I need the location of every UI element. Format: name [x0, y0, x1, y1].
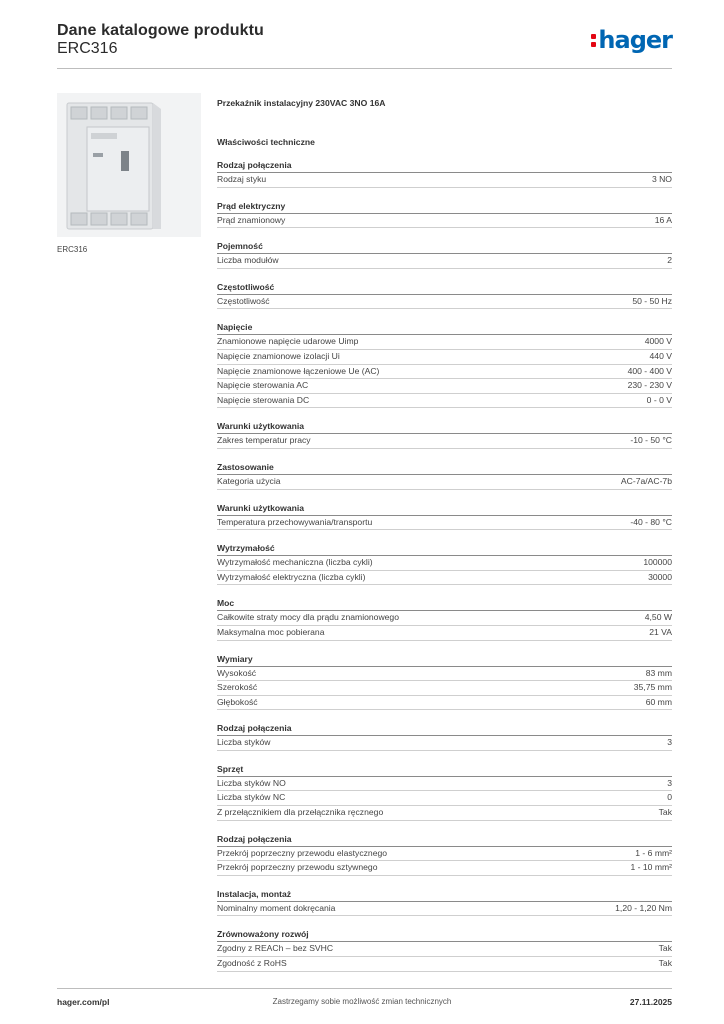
- spec-group-gap: [217, 641, 672, 653]
- spec-row: [217, 902, 672, 917]
- spec-group: [217, 321, 672, 408]
- spec-group: [217, 200, 672, 229]
- spec-group: [217, 928, 672, 971]
- spec-label: Znamionowe napięcie udarowe Uimp: [217, 336, 359, 347]
- spec-value: 0 - 0 V: [646, 394, 672, 405]
- spec-group-title: Moc: [217, 597, 672, 611]
- spec-value: 21 VA: [649, 626, 672, 637]
- spec-row: [217, 556, 672, 571]
- spec-label: Napięcie sterowania AC: [217, 380, 309, 391]
- spec-group-gap: [217, 449, 672, 461]
- spec-label: Z przełącznikiem dla przełącznika ręcznego: [217, 807, 384, 818]
- spec-group-gap: [217, 821, 672, 833]
- spec-group-title: Sprzęt: [217, 763, 672, 777]
- spec-group: [217, 763, 672, 821]
- spec-group-title: Prąd elektryczny: [217, 200, 672, 214]
- spec-value: -40 - 80 °C: [630, 516, 672, 527]
- spec-group: [217, 542, 672, 585]
- spec-row: [217, 516, 672, 531]
- footer-website: hager.com/pl: [57, 997, 110, 1007]
- spec-group-title: Wymiary: [217, 653, 672, 667]
- header-divider: [57, 68, 672, 69]
- spec-row: [217, 626, 672, 641]
- spec-label: Liczba modułów: [217, 255, 279, 266]
- spec-value: 3: [667, 737, 672, 748]
- spec-group-gap: [217, 188, 672, 200]
- spec-group-title: Warunki użytkowania: [217, 502, 672, 516]
- spec-row: [217, 173, 672, 188]
- spec-label: Kategoria użycia: [217, 475, 281, 486]
- spec-group: [217, 888, 672, 917]
- spec-label: Przekrój poprzeczny przewodu elastycznego: [217, 847, 388, 858]
- spec-row: [217, 861, 672, 876]
- spec-label: Głębokość: [217, 696, 258, 707]
- footer-date: 27.11.2025: [629, 997, 672, 1007]
- spec-row: [217, 254, 672, 269]
- spec-value: Tak: [658, 807, 672, 818]
- spec-row: [217, 335, 672, 350]
- spec-label: Całkowite straty mocy dla prądu znamionowego: [217, 612, 399, 623]
- product-image-caption: ERC316: [57, 245, 88, 254]
- spec-group-title: Zastosowanie: [217, 461, 672, 475]
- spec-value: 1 - 6 mm²: [635, 847, 672, 858]
- spec-group: [217, 159, 672, 188]
- logo-dots-icon: [591, 34, 596, 47]
- spec-group: [217, 653, 672, 711]
- footer-disclaimer: Zastrzegamy sobie możliwość zmian technicznych: [272, 997, 452, 1006]
- spec-row: [217, 379, 672, 394]
- spec-row: [217, 806, 672, 821]
- spec-row: [217, 942, 672, 957]
- spec-label: Zgodny z REACh – bez SVHC: [217, 943, 334, 954]
- spec-row: [217, 350, 672, 365]
- spec-group: [217, 240, 672, 269]
- spec-value: 4000 V: [644, 336, 672, 347]
- spec-label: Zgodność z RoHS: [217, 958, 287, 969]
- spec-value: 60 mm: [645, 696, 672, 707]
- spec-group-title: Rodzaj połączenia: [217, 833, 672, 847]
- spec-label: Wysokość: [217, 667, 257, 678]
- spec-row: [217, 394, 672, 409]
- spec-group-title: Pojemność: [217, 240, 672, 254]
- spec-group: [217, 833, 672, 876]
- product-code: ERC316: [57, 40, 118, 57]
- spec-row: [217, 681, 672, 696]
- product-name: Przekaźnik instalacyjny 230VAC 3NO 16A: [217, 98, 386, 108]
- spec-group: [217, 281, 672, 310]
- spec-group-gap: [217, 228, 672, 240]
- spec-row: [217, 667, 672, 682]
- spec-value: 1,20 - 1,20 Nm: [615, 902, 672, 913]
- spec-label: Liczba styków: [217, 737, 271, 748]
- spec-group-gap: [217, 710, 672, 722]
- spec-value: Tak: [658, 958, 672, 969]
- spec-row: [217, 696, 672, 711]
- spec-group-gap: [217, 269, 672, 281]
- spec-label: Prąd znamionowy: [217, 214, 286, 225]
- spec-row: [217, 434, 672, 449]
- spec-group-title: Wytrzymałość: [217, 542, 672, 556]
- spec-label: Rodzaj styku: [217, 174, 267, 184]
- spec-value: 2: [667, 255, 672, 266]
- spec-value: 16 A: [654, 214, 672, 225]
- spec-value: 50 - 50 Hz: [632, 295, 672, 306]
- spec-row: [217, 295, 672, 310]
- spec-value: 35,75 mm: [633, 682, 672, 693]
- spec-value: 30000: [648, 571, 672, 582]
- spec-label: Wytrzymałość mechaniczna (liczba cykli): [217, 557, 373, 568]
- spec-group-gap: [217, 530, 672, 542]
- spec-group: [217, 420, 672, 449]
- spec-row: [217, 475, 672, 490]
- spec-group-gap: [217, 751, 672, 763]
- spec-group: [217, 722, 672, 751]
- spec-value: -10 - 50 °C: [630, 435, 672, 446]
- spec-value: 3 NO: [651, 174, 672, 184]
- spec-label: Maksymalna moc pobierana: [217, 626, 325, 637]
- spec-row: [217, 791, 672, 806]
- spec-group-title: Instalacja, montaż: [217, 888, 672, 902]
- spec-group-title: Zrównoważony rozwój: [217, 928, 672, 942]
- page-title: Dane katalogowe produktu: [57, 22, 264, 39]
- spec-label: Napięcie znamionowe izolacji Ui: [217, 350, 340, 361]
- spec-group-title: Warunki użytkowania: [217, 420, 672, 434]
- spec-group-title: Rodzaj połączenia: [217, 159, 672, 173]
- spec-group-title: Rodzaj połączenia: [217, 722, 672, 736]
- spec-group-gap: [217, 490, 672, 502]
- spec-value: 4,50 W: [644, 612, 672, 623]
- spec-label: Wytrzymałość elektryczna (liczba cykli): [217, 571, 366, 582]
- spec-group-gap: [217, 876, 672, 888]
- spec-label: Zakres temperatur pracy: [217, 435, 311, 446]
- spec-row: [217, 571, 672, 586]
- spec-value: 1 - 10 mm²: [630, 862, 672, 873]
- spec-group-gap: [217, 309, 672, 321]
- spec-group: [217, 502, 672, 531]
- spec-row: [217, 214, 672, 229]
- hager-logo: [591, 28, 672, 52]
- spec-label: Nominalny moment dokręcania: [217, 902, 336, 913]
- spec-row: [217, 611, 672, 626]
- spec-label: Szerokość: [217, 682, 258, 693]
- product-image: [57, 93, 201, 237]
- spec-label: Liczba styków NO: [217, 777, 286, 788]
- spec-row: [217, 957, 672, 972]
- spec-group: [217, 597, 672, 640]
- spec-group: [217, 461, 672, 490]
- spec-label: Przekrój poprzeczny przewodu sztywnego: [217, 862, 378, 873]
- spec-sheet: [217, 96, 672, 972]
- spec-value: 83 mm: [645, 667, 672, 678]
- spec-label: Napięcie sterowania DC: [217, 394, 310, 405]
- spec-value: 400 - 400 V: [627, 365, 672, 376]
- spec-value: Tak: [658, 943, 672, 954]
- spec-groups: [217, 159, 672, 972]
- footer-divider: [57, 988, 672, 989]
- spec-value: 3: [667, 777, 672, 788]
- spec-row: [217, 847, 672, 862]
- spec-label: Napięcie znamionowe łączeniowe Ue (AC): [217, 365, 380, 376]
- spec-group-title: Napięcie: [217, 321, 672, 335]
- spec-value: 0: [667, 792, 672, 803]
- spec-row: [217, 736, 672, 751]
- spec-label: Temperatura przechowywania/transportu: [217, 516, 373, 527]
- spec-value: 100000: [643, 557, 672, 568]
- tech-properties-heading: Właściwości techniczne: [217, 137, 315, 147]
- spec-label: Liczba styków NC: [217, 792, 286, 803]
- spec-row: [217, 365, 672, 380]
- logo-text: hager: [598, 26, 672, 54]
- spec-value: 230 - 230 V: [627, 380, 672, 391]
- spec-value: AC-7a/AC-7b: [620, 475, 672, 486]
- spec-group-title: Częstotliwość: [217, 281, 672, 295]
- spec-group-gap: [217, 408, 672, 420]
- spec-group-gap: [217, 585, 672, 597]
- spec-group-gap: [217, 916, 672, 928]
- spec-row: [217, 777, 672, 792]
- spec-value: 440 V: [649, 350, 672, 361]
- spec-label: Częstotliwość: [217, 295, 270, 306]
